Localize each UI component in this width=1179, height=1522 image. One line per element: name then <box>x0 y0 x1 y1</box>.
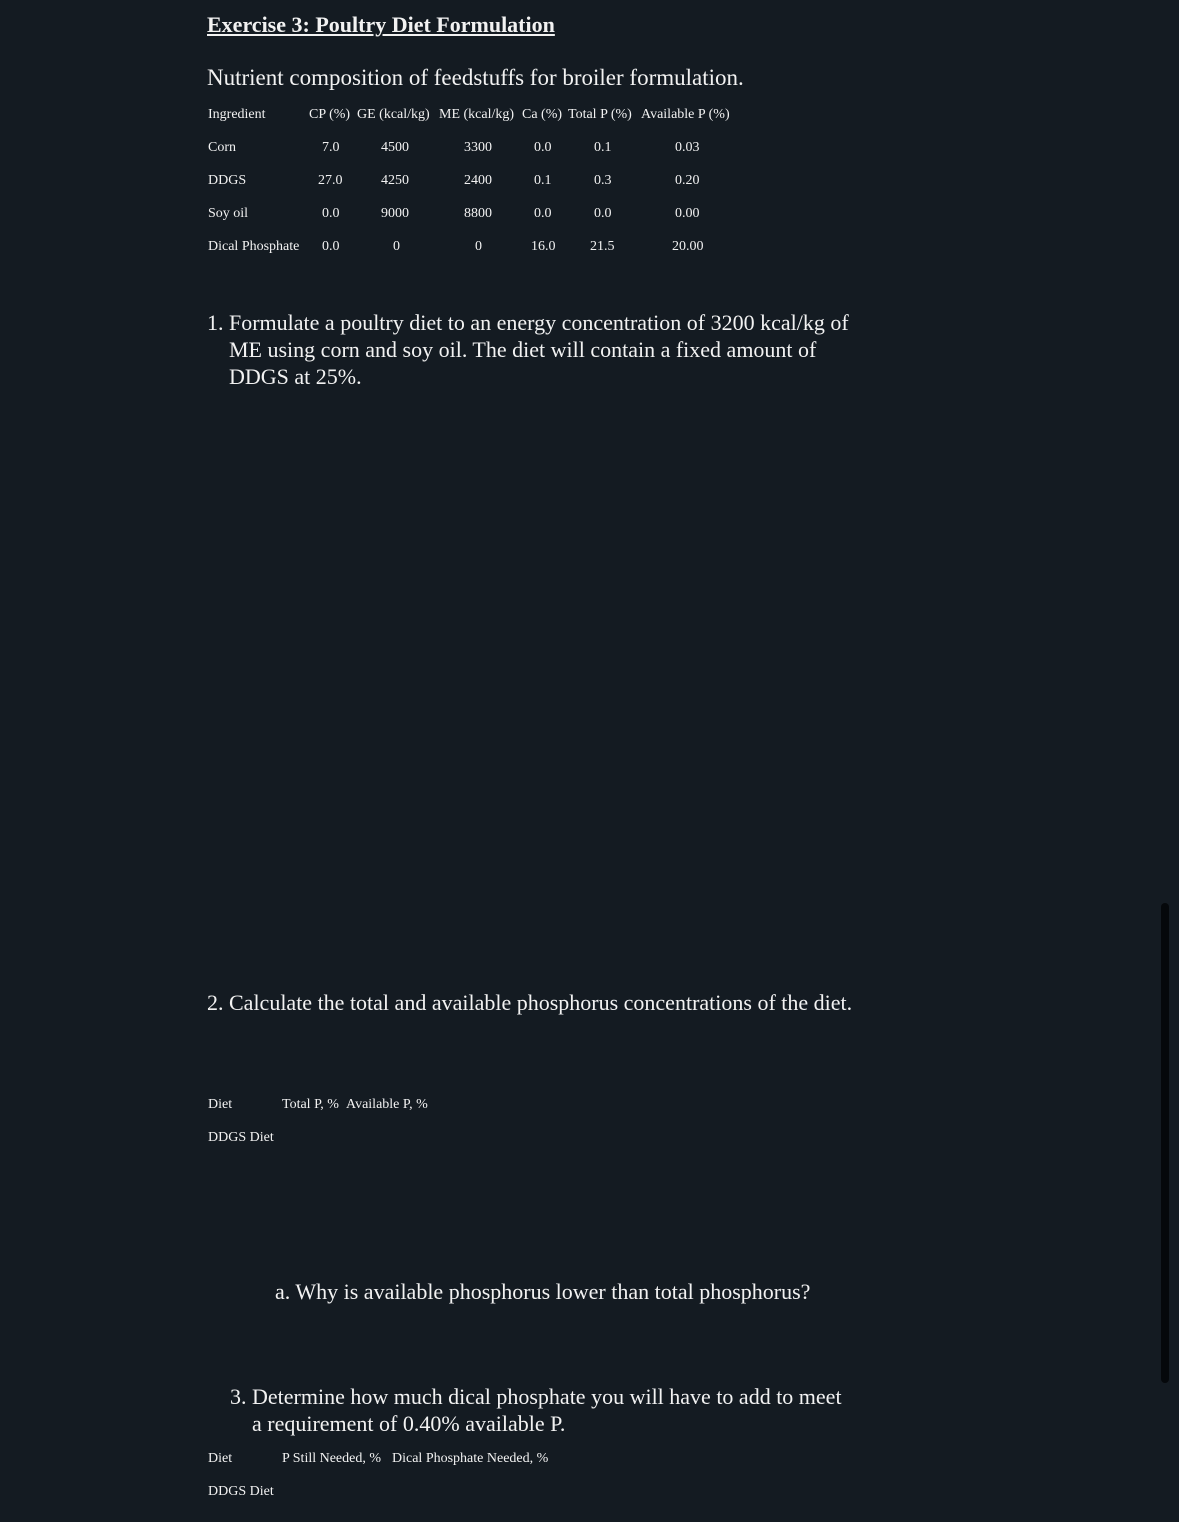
question-3 <box>230 1383 850 1437</box>
ingredient-cell: DDGS <box>208 173 247 188</box>
me-cell: 8800 <box>464 206 492 221</box>
header-diet: Diet <box>208 1451 233 1466</box>
ge-cell: 4250 <box>381 173 409 188</box>
total-p-cell: 0.3 <box>594 173 612 188</box>
ge-cell: 0 <box>393 239 400 254</box>
header-available-p: Available P, % <box>346 1097 428 1112</box>
header-available-p: Available P (%) <box>641 107 730 122</box>
table-row: DDGS Diet <box>208 1484 274 1499</box>
header-cp: CP (%) <box>309 107 351 122</box>
total-p-cell: 21.5 <box>590 239 615 254</box>
question-number: 2. <box>207 990 224 1015</box>
ca-cell: 0.1 <box>534 173 552 188</box>
ge-cell: 9000 <box>381 206 409 221</box>
ca-cell: 0.0 <box>534 206 552 221</box>
total-p-cell: 0.1 <box>594 140 612 155</box>
question-number: 3. <box>230 1384 247 1409</box>
question-2 <box>207 989 857 1016</box>
header-p-still-needed: P Still Needed, % <box>282 1451 382 1466</box>
question-2a: a. Why is available phosphorus lower than total phosphorus? <box>275 1279 811 1304</box>
ingredient-cell: Corn <box>208 140 236 155</box>
header-ingredient: Ingredient <box>208 107 266 122</box>
header-dical-needed: Dical Phosphate Needed, % <box>392 1451 549 1466</box>
question-text: Calculate the total and available phosphorus concentrations of the diet. <box>229 990 853 1015</box>
page-title: Exercise 3: Poultry Diet Formulation <box>207 12 555 37</box>
cp-cell: 27.0 <box>318 173 343 188</box>
question-text: Determine how much dical phosphate you will have to add to meet a requirement of 0.40% available P. <box>252 1384 842 1436</box>
total-p-cell: 0.0 <box>594 206 612 221</box>
question-1 <box>207 309 857 390</box>
ca-cell: 16.0 <box>531 239 556 254</box>
cp-cell: 0.0 <box>322 206 340 221</box>
question-number: 1. <box>207 310 224 335</box>
ingredient-cell: Soy oil <box>208 206 249 221</box>
available-p-cell: 0.03 <box>675 140 700 155</box>
available-p-cell: 20.00 <box>672 239 704 254</box>
ca-cell: 0.0 <box>534 140 552 155</box>
header-ca: Ca (%) <box>522 107 563 122</box>
available-p-cell: 0.20 <box>675 173 700 188</box>
question-text: Formulate a poultry diet to an energy concentration of 3200 kcal/kg of ME using corn and soy oil. The diet will contain a fixed amount of DDGS at 25%. <box>229 310 849 389</box>
ge-cell: 4500 <box>381 140 409 155</box>
ingredient-cell: Dical Phosphate <box>208 239 300 254</box>
header-total-p: Total P (%) <box>568 107 632 122</box>
cp-cell: 7.0 <box>322 140 340 155</box>
header-diet: Diet <box>208 1097 233 1112</box>
header-total-p: Total P, % <box>282 1097 339 1112</box>
available-p-cell: 0.00 <box>675 206 700 221</box>
me-cell: 3300 <box>464 140 492 155</box>
table-row: DDGS Diet <box>208 1130 274 1145</box>
header-ge: GE (kcal/kg) <box>357 107 430 122</box>
cp-cell: 0.0 <box>322 239 340 254</box>
me-cell: 2400 <box>464 173 492 188</box>
table-caption: Nutrient composition of feedstuffs for broiler formulation. <box>207 65 744 90</box>
me-cell: 0 <box>475 239 482 254</box>
scrollbar[interactable] <box>1161 903 1169 1383</box>
header-me: ME (kcal/kg) <box>439 107 515 122</box>
